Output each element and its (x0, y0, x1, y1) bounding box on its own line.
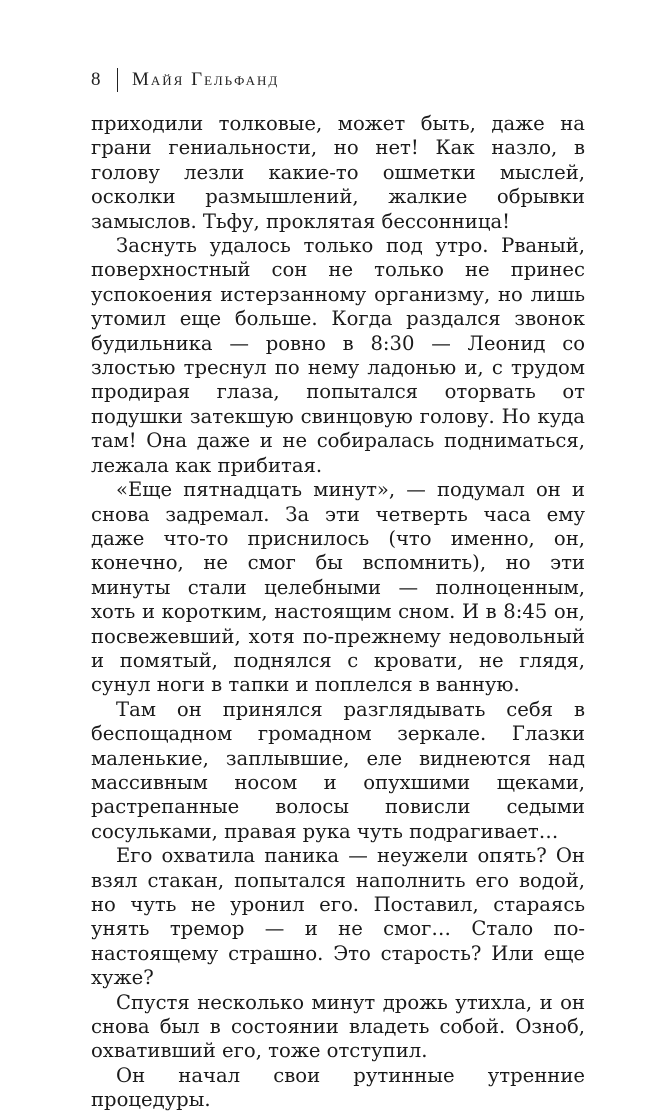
body-text (91, 112, 585, 1113)
page-number: 8 (91, 69, 101, 90)
paragraph-5: Его охватила паника — неужели опять? Он взял стакан, попытался наполнить его водой, но чуть не уронил его. Поставил, стараясь унять тремор — и не смог… Стало по-настоящему страшно. Это старость? Или еще хуже? (91, 844, 585, 990)
running-header (91, 66, 279, 94)
paragraph-4: Там он принялся разглядывать себя в беспощадном громадном зеркале. Глазки маленькие, заплывшие, еле виднеются над массивным носом и опухшими щеками, растрепанные волосы повисли седыми сосульками, правая рука чуть подрагивает… (91, 697, 585, 843)
paragraph-6: Спустя несколько минут дрожь утихла, и он снова был в состоянии владеть собой. Озноб, охвативший его, тоже отступил. (91, 990, 585, 1063)
header-divider (117, 68, 119, 92)
paragraph-7: Он начал свои рутинные утренние процедуры. (91, 1063, 585, 1112)
paragraph-2: Заснуть удалось только под утро. Рваный, поверхностный сон не только не принес успокоения истерзанному организму, но лишь утомил еще больше. Когда раздался звонок будильника — ровно в 8:30 — Леонид со злостью треснул по нему ладонью и, с трудом продирая глаза, попытался оторвать от подушки затекшую свинцовую голову. Но куда там! Она даже и не собиралась подниматься, лежала как прибитая. (91, 234, 585, 477)
paragraph-1: приходили толковые, может быть, даже на грани гениальности, но нет! Как назло, в голову лезли какие-то ошметки мыслей, осколки размышлений, жалкие обрывки замыслов. Тьфу, проклятая бессонница! (91, 112, 585, 233)
running-head-author: Майя Гельфанд (132, 69, 280, 90)
paragraph-3: «Еще пятнадцать минут», — подумал он и снова задремал. За эти четверть часа ему даже что-то приснилось (что именно, он, конечно, не смог бы вспомнить), но эти минуты стали целебными — полноценным, хоть и коротким, настоящим сном. И в 8:45 он, посвежевший, хотя по-прежнему недовольный и помятый, поднялся с кровати, не глядя, сунул ноги в тапки и поплелся в ванную. (91, 478, 585, 697)
